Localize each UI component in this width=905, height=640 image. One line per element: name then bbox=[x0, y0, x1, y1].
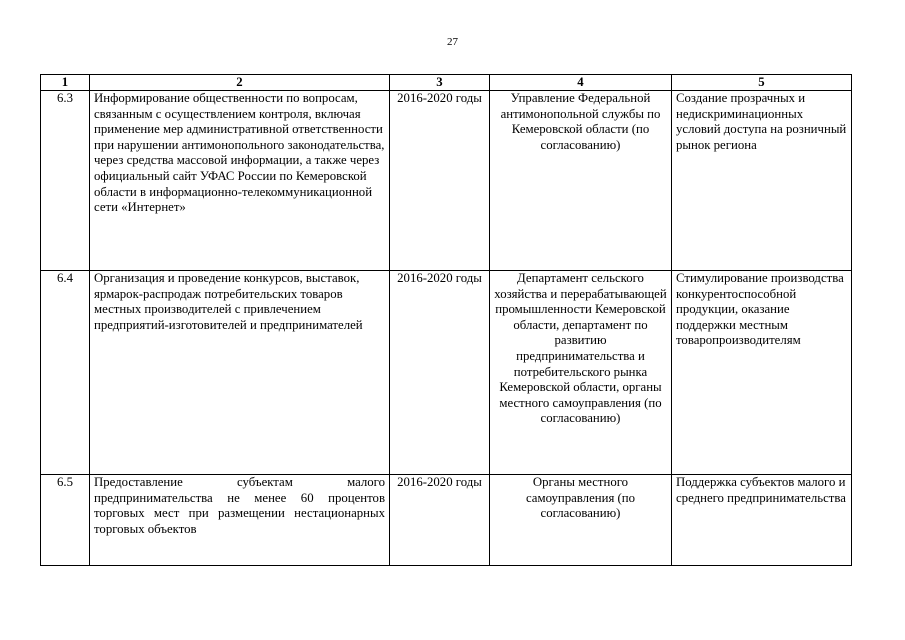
page-number: 27 bbox=[447, 36, 458, 48]
table-row bbox=[41, 475, 852, 566]
table-row bbox=[41, 271, 852, 475]
table-row bbox=[41, 91, 852, 271]
column-header-executor: 4 bbox=[490, 75, 672, 91]
responsible-executor: Управление Федеральной антимонопольной службы по Кемеровской области (по согласованию) bbox=[490, 91, 672, 271]
row-number: 6.4 bbox=[41, 271, 90, 475]
measure-description: Организация и проведение конкурсов, выставок, ярмарок-распродаж потребительских товаров местных производителей с привлечением предприятий-изготовителей и предпринимателей bbox=[90, 271, 390, 475]
responsible-executor: Департамент сельского хозяйства и перерабатывающей промышленности Кемеровской области, департамент по развитию предпринимательства и потребительского рынка Кемеровской области, органы местного самоуправления (по согласованию) bbox=[490, 271, 672, 475]
measures-table bbox=[40, 74, 852, 566]
column-header-measure: 2 bbox=[90, 75, 390, 91]
expected-result: Поддержка субъектов малого и среднего предпринимательства bbox=[672, 475, 852, 566]
table-header-row bbox=[41, 75, 852, 91]
column-header-period: 3 bbox=[390, 75, 490, 91]
expected-result: Создание прозрачных и недискриминационных условий доступа на розничный рынок региона bbox=[672, 91, 852, 271]
row-number: 6.5 bbox=[41, 475, 90, 566]
measure-description: Предоставление субъектам малого предпринимательства не менее 60 процентов торговых мест при размещении нестационарных торговых объектов bbox=[90, 475, 390, 566]
responsible-executor: Органы местного самоуправления (по согласованию) bbox=[490, 475, 672, 566]
row-number: 6.3 bbox=[41, 91, 90, 271]
expected-result: Стимулирование производства конкурентоспособной продукции, оказание поддержки местным товаропроизводителям bbox=[672, 271, 852, 475]
column-header-result: 5 bbox=[672, 75, 852, 91]
implementation-period: 2016-2020 годы bbox=[390, 475, 490, 566]
measure-description: Информирование общественности по вопросам, связанным с осуществлением контроля, включая применение мер административной ответственности при нарушении антимонопольного законодательства, через средства массовой информации, а также через официальный сайт УФАС России по Кемеровской области в информационно-телекоммуникационной сети «Интернет» bbox=[90, 91, 390, 271]
column-header-number: 1 bbox=[41, 75, 90, 91]
implementation-period: 2016-2020 годы bbox=[390, 271, 490, 475]
implementation-period: 2016-2020 годы bbox=[390, 91, 490, 271]
